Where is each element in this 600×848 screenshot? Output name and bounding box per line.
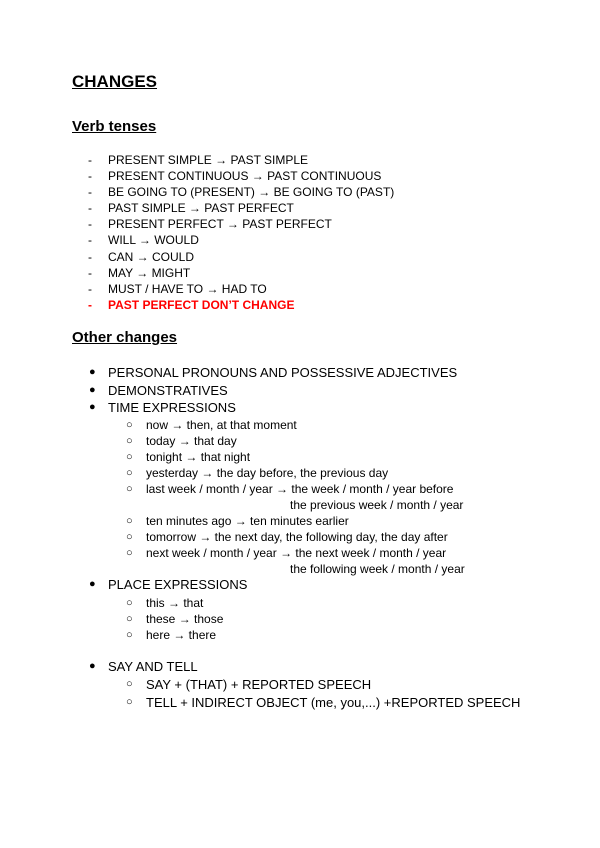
page-title: CHANGES [72,72,158,91]
other-changes-list [88,364,457,417]
circle-bullet-icon: ○ [126,678,133,690]
circle-bullet-icon: ○ [126,531,133,543]
list-item: ○ SAY + (THAT) + REPORTED SPEECH [126,677,372,692]
circle-bullet-icon: ○ [126,613,133,625]
circle-bullet-icon: ○ [126,435,133,447]
list-item: ○ now → then, at that moment [126,418,297,432]
list-item: - MUST / HAVE TO → HAD TO [88,281,267,296]
verb-tenses-list [88,152,394,313]
list-item: ○ last week / month / year → the week / month / year before [126,482,454,496]
verb-tenses-heading: Verb tenses [72,118,157,135]
bullet-icon: ● [89,401,96,413]
circle-bullet-icon: ○ [126,547,133,559]
list-item: ○ yesterday → the day before, the previous day [126,466,389,480]
list-item: ○ TELL + INDIRECT OBJECT (me, you,...) +REPORTED SPEECH [126,694,521,710]
circle-bullet-icon: ○ [126,419,133,431]
circle-bullet-icon: ○ [126,483,133,495]
list-item-continuation: the following week / month / year [290,562,465,576]
place-expressions-list [126,595,223,643]
list-item: - PAST SIMPLE → PAST PERFECT [88,201,294,216]
list-item: - PRESENT CONTINUOUS → PAST CONTINUOUS [88,169,382,184]
list-item: ○ here → there [126,628,217,642]
list-item-highlight: - PAST PERFECT DON’T CHANGE [88,297,295,312]
place-expressions-group [88,576,247,594]
list-item: ○ today → that day [126,434,237,448]
say-tell-group [88,658,198,676]
list-item: ● TIME EXPRESSIONS [89,400,236,415]
bullet-icon: ● [89,660,96,672]
circle-bullet-icon: ○ [126,695,133,708]
circle-bullet-icon: ○ [126,451,133,463]
list-item: ○ next week / month / year → the next week / month / year [126,546,447,560]
list-item: ● PLACE EXPRESSIONS [89,577,248,592]
time-expressions-list [126,417,465,577]
list-item: - CAN → COULD [88,249,195,264]
list-item: ● SAY AND TELL [89,659,198,674]
circle-bullet-icon: ○ [126,597,133,609]
list-item: ○ tomorrow → the next day, the following day, the day after [126,530,448,544]
bullet-icon: ● [89,366,96,378]
circle-bullet-icon: ○ [126,467,133,479]
list-item: - MAY → MIGHT [88,265,191,280]
list-item: ● DEMONSTRATIVES [89,382,228,398]
circle-bullet-icon: ○ [126,515,133,527]
list-item: ○ this → that [126,596,204,610]
list-item: - PRESENT PERFECT → PAST PERFECT [88,217,332,232]
list-item: ● PERSONAL PRONOUNS AND POSSESSIVE ADJECTIVES [89,365,458,380]
list-item: ○ these → those [126,612,224,626]
list-item: - BE GOING TO (PRESENT) → BE GOING TO (PAST) [88,185,395,200]
list-item: - PRESENT SIMPLE → PAST SIMPLE [88,153,309,167]
list-item-continuation: the previous week / month / year [290,498,464,512]
other-changes-heading: Other changes [72,329,178,346]
circle-bullet-icon: ○ [126,629,133,641]
bullet-icon: ● [89,578,96,590]
list-item: ○ tonight → that night [126,450,251,464]
list-item: ○ ten minutes ago → ten minutes earlier [126,514,349,528]
bullet-icon: ● [89,383,96,396]
list-item: - WILL → WOULD [88,233,199,248]
say-tell-list [126,676,520,711]
